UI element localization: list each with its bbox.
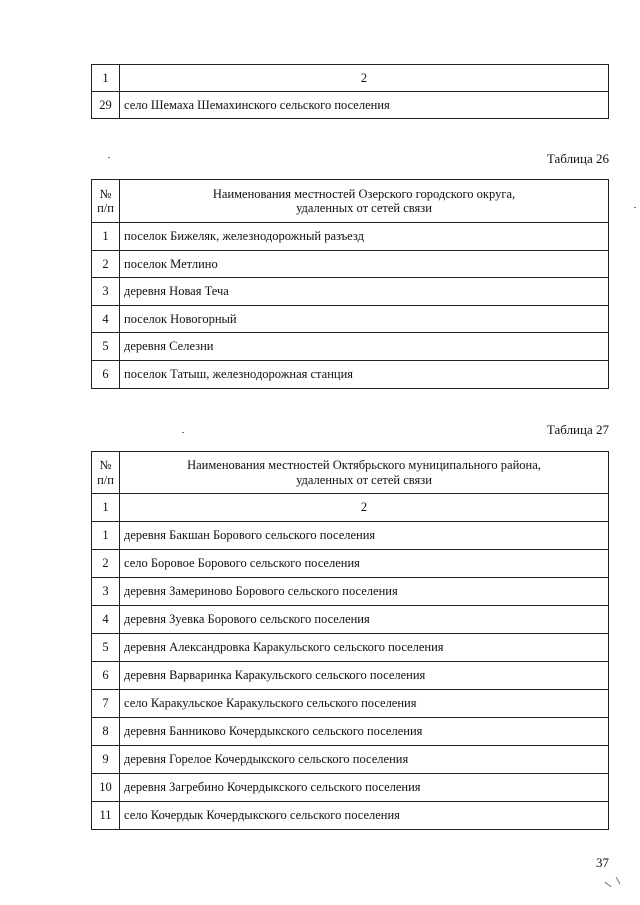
column-number-cell: 1 [92,494,120,522]
table-row [92,278,609,306]
table-row [92,634,609,662]
table-row [92,360,609,388]
row-number-cell: 6 [92,662,120,690]
table-row [92,65,609,92]
row-number-cell: 10 [92,774,120,802]
row-number-cell: 2 [92,550,120,578]
header-number-cell: № п/п [92,180,120,223]
row-number-cell: 4 [92,305,120,333]
scan-speck [108,157,110,158]
row-number-cell: 1 [92,223,120,251]
scan-speck [634,207,636,208]
locality-name-cell: деревня Александровка Каракульского сельского поселения [120,634,609,662]
table-row [92,550,609,578]
table-row [92,606,609,634]
locality-name-cell: деревня Новая Теча [120,278,609,306]
header-name-cell: Наименования местностей Озерского городского округа, удаленных от сетей связи [120,180,609,223]
row-number-cell: 5 [92,634,120,662]
row-number-cell: 29 [92,92,120,119]
previous-table-continuation [91,64,609,119]
locality-name-cell: поселок Метлино [120,250,609,278]
table-26-caption: Таблица 26 [546,151,609,166]
locality-name-cell: село Боровое Борового сельского поселения [120,550,609,578]
table-row [92,92,609,119]
table-row [92,522,609,550]
column-number-cell: 2 [120,494,609,522]
table-row [92,305,609,333]
locality-name-cell: поселок Татыш, железнодорожная станция [120,360,609,388]
table-row [92,774,609,802]
locality-name-cell: деревня Загребино Кочердыкского сельского поселения [120,774,609,802]
locality-name-cell: поселок Бижеляк, железнодорожный разъезд [120,223,609,251]
locality-name-cell: деревня Селезни [120,333,609,361]
row-number-cell: 3 [92,278,120,306]
table-header-row [92,452,609,494]
row-number-cell: 5 [92,333,120,361]
header-number-cell: № п/п [92,452,120,494]
table-row [92,662,609,690]
column-number-row [92,494,609,522]
table-header-row [92,180,609,223]
row-number-cell: 1 [92,522,120,550]
table-26 [91,179,609,389]
table-27-caption: Таблица 27 [546,422,609,437]
locality-name-cell: деревня Замериново Борового сельского поселения [120,578,609,606]
table-row [92,718,609,746]
row-number-cell: 7 [92,690,120,718]
row-number-cell: 2 [92,250,120,278]
scan-speck [616,877,621,884]
locality-name-cell: село Шемаха Шемахинского сельского поселения [120,92,609,119]
row-number-cell: 3 [92,578,120,606]
row-number-cell: 8 [92,718,120,746]
row-number-cell: 4 [92,606,120,634]
scan-speck [182,432,184,433]
row-number-cell: 9 [92,746,120,774]
row-number-cell: 11 [92,802,120,830]
header-name-cell: Наименования местностей Октябрьского муниципального района, удаленных от сетей связи [120,452,609,494]
locality-name-cell: деревня Зуевка Борового сельского поселения [120,606,609,634]
table-row [92,250,609,278]
table-row [92,333,609,361]
table-27 [91,451,609,830]
row-number-cell: 6 [92,360,120,388]
table-row [92,690,609,718]
locality-name-cell: деревня Горелое Кочердыкского сельского поселения [120,746,609,774]
locality-name-cell: деревня Банниково Кочердыкского сельского поселения [120,718,609,746]
locality-name-cell: поселок Новогорный [120,305,609,333]
locality-name-cell: деревня Бакшан Борового сельского поселения [120,522,609,550]
locality-name-cell: село Кочердык Кочердыкского сельского поселения [120,802,609,830]
table-row [92,578,609,606]
locality-name-cell: село Каракульское Каракульского сельского поселения [120,690,609,718]
table-row [92,802,609,830]
page-number: 37 [596,855,609,870]
table-row [92,746,609,774]
locality-name-cell: 2 [120,65,609,92]
scan-speck [604,882,611,887]
table-row [92,223,609,251]
row-number-cell: 1 [92,65,120,92]
locality-name-cell: деревня Варваринка Каракульского сельского поселения [120,662,609,690]
